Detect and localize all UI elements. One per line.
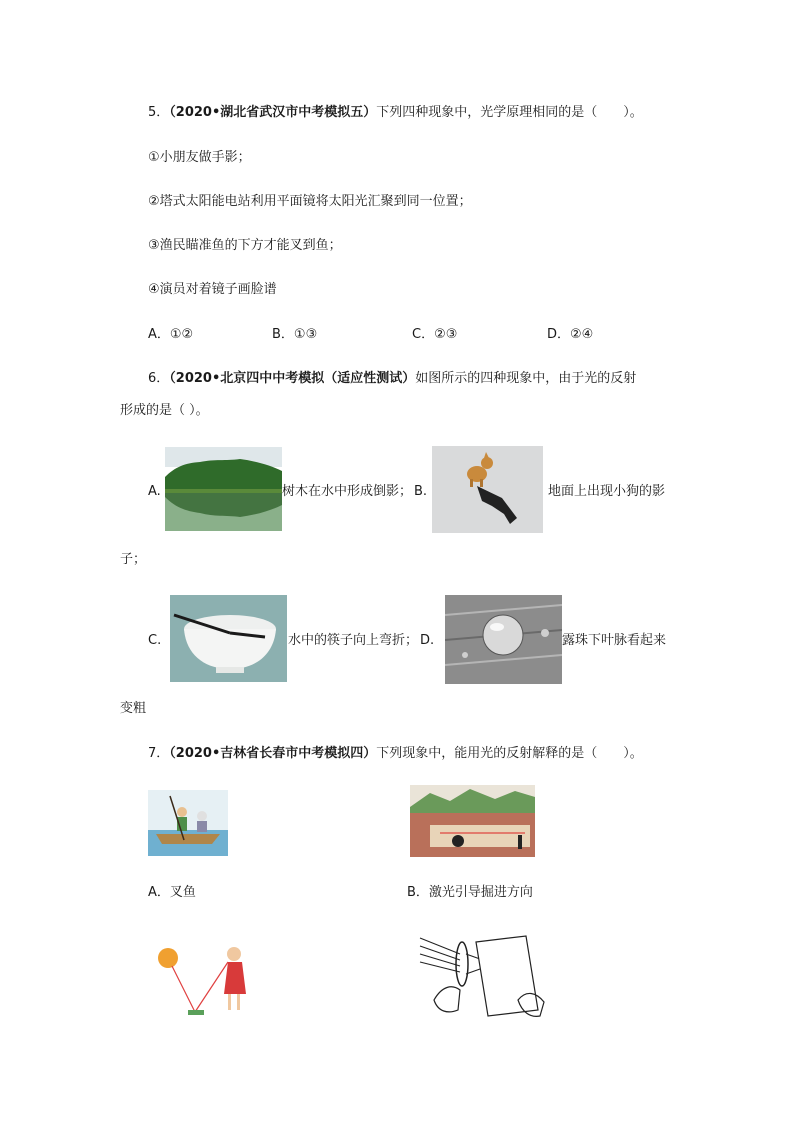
q7-stem: 7．（2020•吉林省长春市中考模拟四）下列现象中，能用光的反射解释的是（ ）。 [148, 746, 643, 761]
sun-mirror-girl-image [150, 940, 260, 1020]
trees-reflection-image [165, 447, 282, 531]
q6-source: （2020•北京四中中考模拟（适应性测试） [169, 371, 416, 386]
q6-stem: 6．（2020•北京四中中考模拟（适应性测试）如图所示的四种现象中，由于光的反射 [148, 371, 637, 386]
lens-focusing-image [414, 930, 554, 1022]
q6-option-c-label: C. [148, 633, 162, 648]
q5-option-d: D．②④ [547, 327, 594, 342]
q5-item-1: ①小朋友做手影； [148, 150, 251, 165]
q6-option-a-text: 树木在水中形成倒影； [282, 484, 413, 499]
q5-source: （2020•湖北省武汉市中考模拟五） [169, 105, 377, 120]
q6-option-d-label: D. [420, 633, 435, 648]
q6-option-a-label: A. [148, 484, 161, 499]
q5-stem: 5．（2020•湖北省武汉市中考模拟五）下列四种现象中，光学原理相同的是（ ）。 [148, 105, 643, 120]
q6-option-d-text: 露珠下叶脉看起来 [562, 633, 667, 648]
q6-option-b-text: 地面上出现小狗的影 [548, 484, 666, 499]
laser-tunnel-image [410, 785, 535, 857]
q6-stem-line2: 形成的是（ ）。 [120, 403, 209, 418]
q5-option-a: A．①② [148, 327, 194, 342]
q7-option-b: B．激光引导掘进方向 [407, 885, 533, 900]
q6-option-b-label: B. [414, 484, 428, 499]
q6-option-b-wrap: 子； [120, 552, 147, 567]
chopstick-bowl-image [170, 595, 287, 682]
q5-item-4: ④演员对着镜子画脸谱 [148, 282, 277, 297]
dewdrop-leaf-image [445, 595, 562, 684]
q7-source: （2020•吉林省长春市中考模拟四） [169, 746, 377, 761]
q6-option-d-wrap: 变粗 [120, 701, 147, 716]
q5-option-b: B．①③ [272, 327, 318, 342]
q5-item-3: ③渔民瞄准鱼的下方才能叉到鱼； [148, 238, 342, 253]
q5-item-2: ②塔式太阳能电站利用平面镜将太阳光汇聚到同一位置； [148, 194, 472, 209]
q5-option-c: C．②③ [412, 327, 458, 342]
spearfishing-image [148, 790, 228, 856]
q7-option-a: A．叉鱼 [148, 885, 196, 900]
dog-shadow-image [432, 446, 543, 533]
q6-option-c-text: 水中的筷子向上弯折； [288, 633, 419, 648]
